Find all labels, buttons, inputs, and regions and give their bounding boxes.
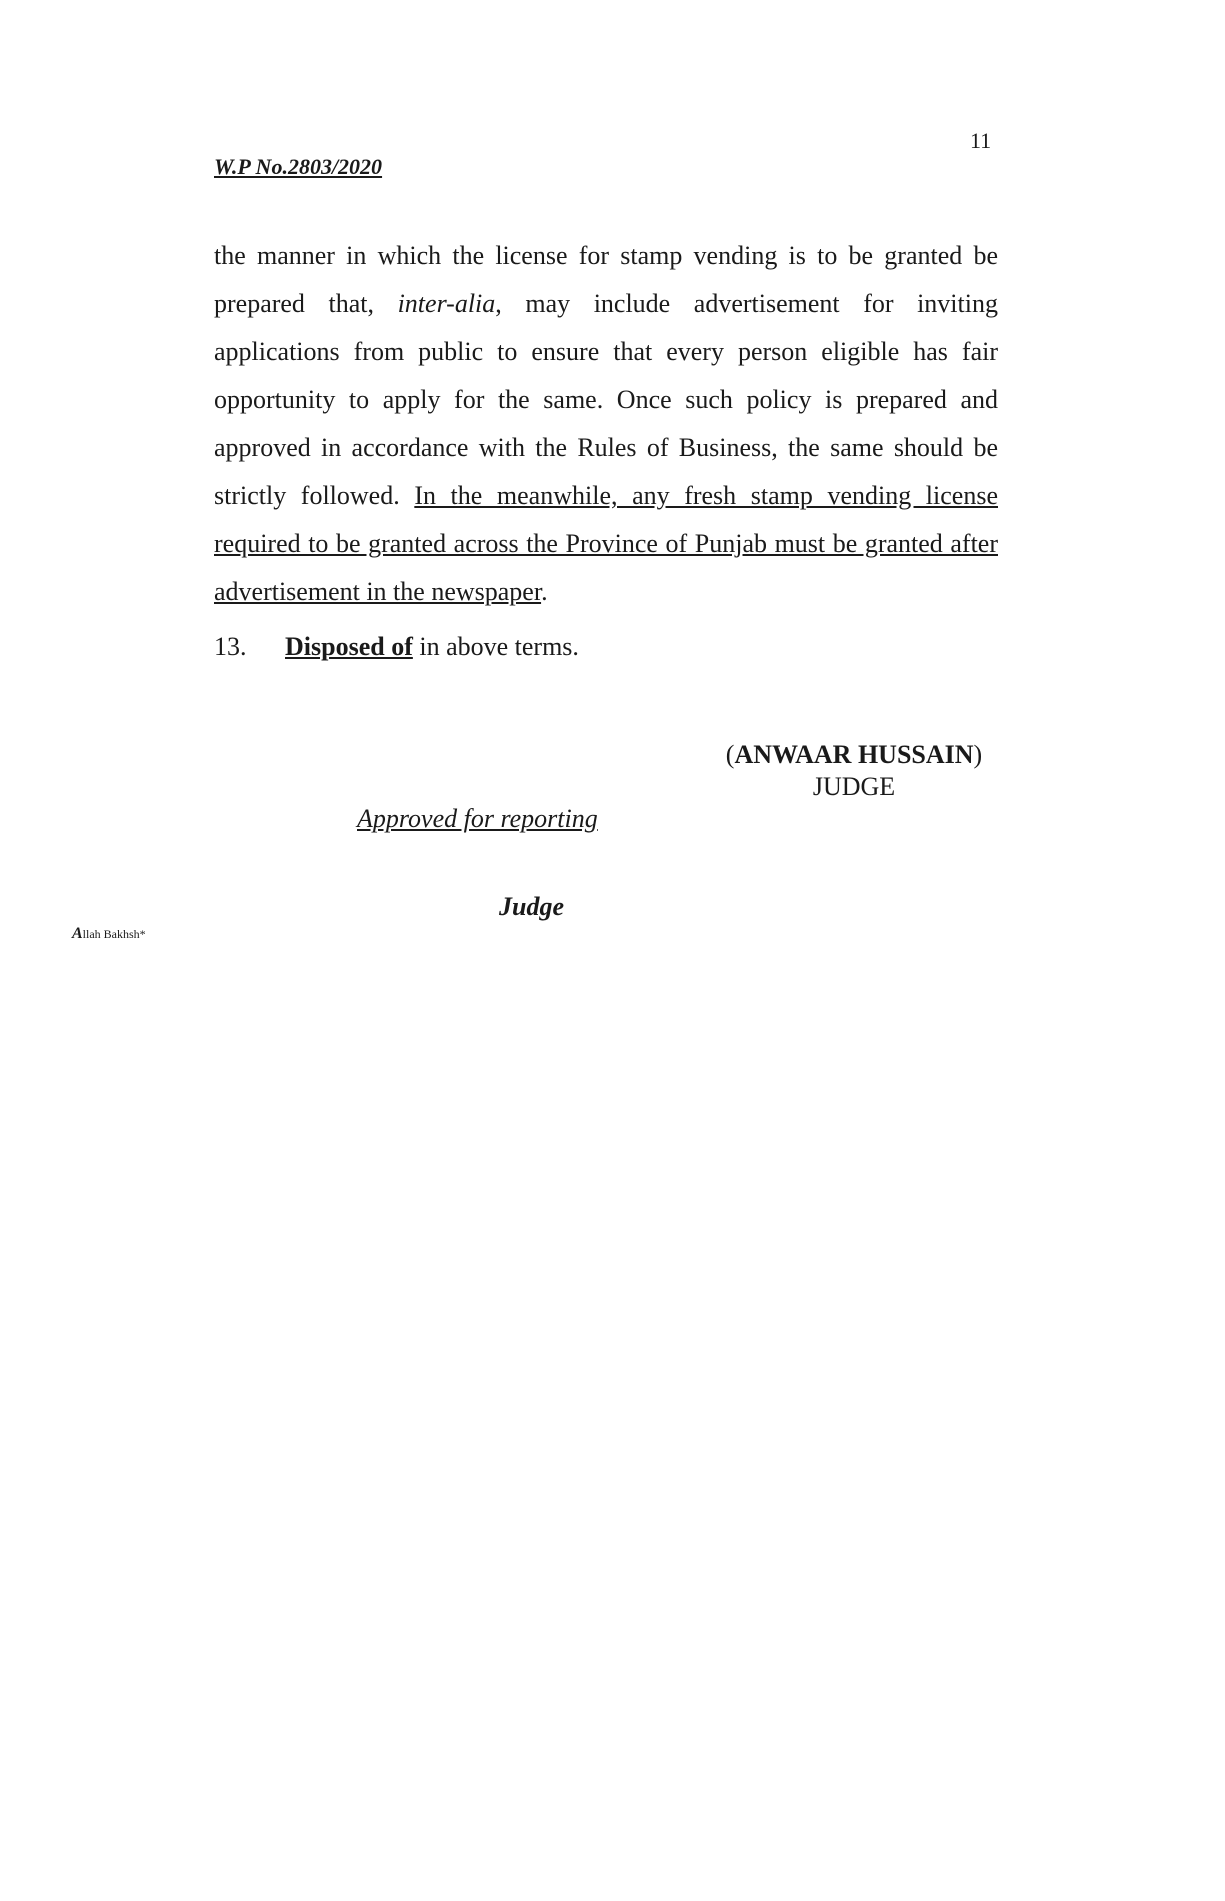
initials-capital: A bbox=[72, 925, 83, 942]
body-text-part1: the manner in which the license for stamp vending is to be granted be prepared that, bbox=[214, 241, 998, 318]
case-number: W.P No.2803/2020 bbox=[214, 154, 383, 179]
body-text-underlined: In the meanwhile, any fresh stamp vending license required to be granted across the Province of Punjab must be granted after advertisement in the newspaper bbox=[214, 481, 998, 606]
body-text-part2: , may include advertisement for inviting applications from public to ensure that every person eligible has fair opportunity to apply for the same. Once such policy is prepared and approved in accordance with the Rules of Business, the same should be strictly followed. bbox=[214, 289, 998, 510]
open-paren: ( bbox=[725, 740, 735, 769]
paragraph-number: 13. bbox=[214, 632, 247, 661]
judge-signature-label: Judge bbox=[499, 892, 564, 921]
judge-name: ANWAAR HUSSAIN bbox=[734, 740, 974, 769]
approved-for-reporting: Approved for reporting bbox=[357, 804, 598, 833]
body-paragraph bbox=[214, 232, 998, 616]
page-number: 11 bbox=[970, 128, 992, 153]
paragraph-13 bbox=[214, 630, 579, 664]
paragraph-13-rest: in above terms. bbox=[412, 632, 579, 661]
disposed-of-text: Disposed of bbox=[285, 632, 413, 661]
body-text-italic: inter-alia bbox=[397, 289, 496, 318]
body-text-end: . bbox=[541, 577, 548, 606]
judge-name-line bbox=[714, 740, 994, 770]
judge-title: JUDGE bbox=[812, 772, 896, 801]
close-paren: ) bbox=[973, 740, 983, 769]
initials-rest: llah Bakhsh* bbox=[82, 927, 146, 941]
typist-initials bbox=[72, 926, 146, 942]
